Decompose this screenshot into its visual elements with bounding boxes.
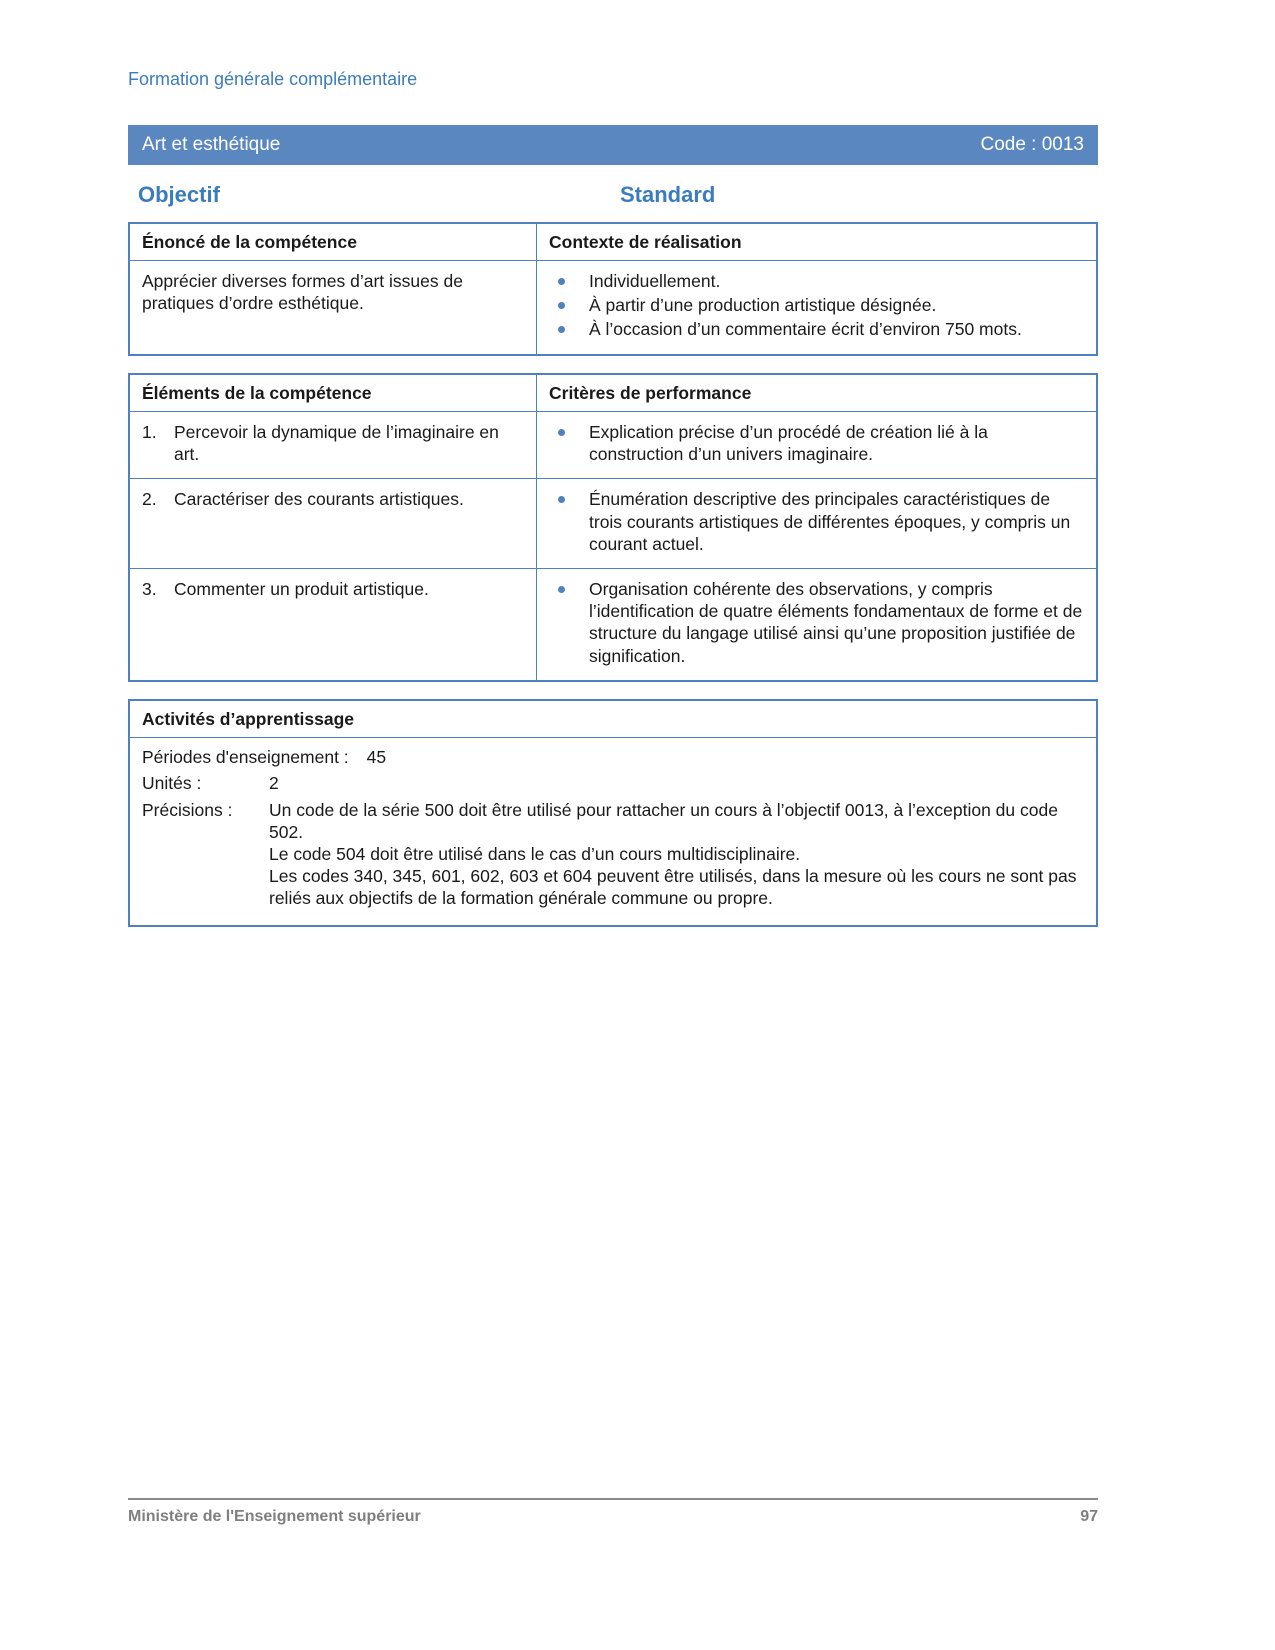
element-row: [130, 568, 1096, 680]
enonce-header: Énoncé de la compétence: [130, 224, 537, 260]
page-number: 97: [1080, 1508, 1098, 1525]
precision-line: Le code 504 doit être utilisé dans le cas d’un cours multidisciplinaire.: [269, 843, 801, 864]
activities-header-row: [130, 701, 1096, 737]
criterion-list: [549, 488, 1084, 555]
list-item: À partir d’une production artistique désignée.: [549, 294, 1084, 316]
competence-statement: Apprécier diverses formes d’art issues de pratiques d’ordre esthétique.: [130, 261, 537, 354]
banner-title: Art et esthétique: [142, 133, 281, 155]
list-item: Énumération descriptive des principales caractéristiques de trois courants artistiques de différentes époques, y compris un courant actuel.: [549, 488, 1084, 555]
list-item: À l’occasion d’un commentaire écrit d’environ 750 mots.: [549, 318, 1084, 340]
column-headers: [138, 181, 1098, 209]
element-cell: [130, 479, 537, 568]
precisions-text: [269, 799, 1084, 910]
enonce-table: [128, 222, 1098, 356]
list-item: Explication précise d’un procédé de création lié à la construction d’un univers imaginaire.: [549, 421, 1084, 465]
page-content: [128, 0, 1098, 927]
criterion-list: [549, 421, 1084, 465]
enonce-content-row: [130, 260, 1096, 354]
page-footer: [128, 1498, 1098, 1527]
item-number: 3.: [142, 578, 157, 599]
objectif-heading: Objectif: [138, 181, 220, 207]
precisions-label: Précisions :: [142, 799, 233, 820]
standard-heading: Standard: [620, 181, 716, 207]
elements-header: Éléments de la compétence: [130, 375, 537, 411]
criterion-cell: [537, 479, 1096, 568]
element-row: [130, 411, 1096, 478]
elements-table: [128, 373, 1098, 682]
numbered-item: [142, 488, 524, 510]
course-banner: [128, 125, 1098, 165]
unites-value: 2: [269, 773, 279, 794]
item-number: 2.: [142, 489, 157, 510]
activities-table: [128, 699, 1098, 927]
criteres-header: Critères de performance: [549, 382, 752, 403]
banner-code: Code : 0013: [980, 133, 1084, 155]
unites-label: Unités :: [142, 773, 202, 794]
precision-line: Un code de la série 500 doit être utilisé pour rattacher un cours à l’objectif 0013, à l’exception du code 502.: [269, 799, 1058, 842]
criterion-cell: [537, 412, 1096, 478]
criterion-cell: [537, 569, 1096, 680]
list-item: Organisation cohérente des observations, y compris l’identification de quatre éléments fondamentaux de forme et de structure du langage utilisé ainsi qu’une proposition justifiée de signification.: [549, 578, 1084, 667]
item-text: Percevoir la dynamique de l’imaginaire en art.: [174, 421, 499, 465]
elements-header-row: [130, 375, 1096, 411]
contexte-header: Contexte de réalisation: [549, 231, 742, 252]
periodes-label: Périodes d'enseignement :: [142, 747, 349, 768]
item-number: 1.: [142, 421, 157, 442]
item-text: Commenter un produit artistique.: [174, 578, 429, 599]
periodes-row: [142, 746, 1084, 768]
element-cell: [130, 569, 537, 680]
list-item: Individuellement.: [549, 270, 1084, 292]
criterion-list: [549, 578, 1084, 667]
contexte-list: [549, 270, 1084, 341]
element-row: [130, 478, 1096, 568]
footer-ministry: Ministère de l'Enseignement supérieur: [128, 1508, 421, 1525]
numbered-item: [142, 421, 524, 465]
enonce-header-row: [130, 224, 1096, 260]
section-breadcrumb: Formation générale complémentaire: [128, 69, 418, 89]
periodes-value: 45: [366, 747, 387, 768]
unites-row: [142, 772, 1084, 794]
precision-line: Les codes 340, 345, 601, 602, 603 et 604 peuvent être utilisés, dans la mesure où les cours ne sont pas reliés aux objectifs de la formation générale commune ou propre.: [269, 866, 1077, 909]
activities-body: [130, 737, 1096, 925]
activities-header: Activités d’apprentissage: [142, 708, 355, 729]
item-text: Caractériser des courants artistiques.: [174, 489, 464, 510]
contexte-cell: [537, 261, 1096, 354]
element-cell: [130, 412, 537, 478]
precisions-row: [142, 799, 1084, 910]
numbered-item: [142, 578, 524, 600]
